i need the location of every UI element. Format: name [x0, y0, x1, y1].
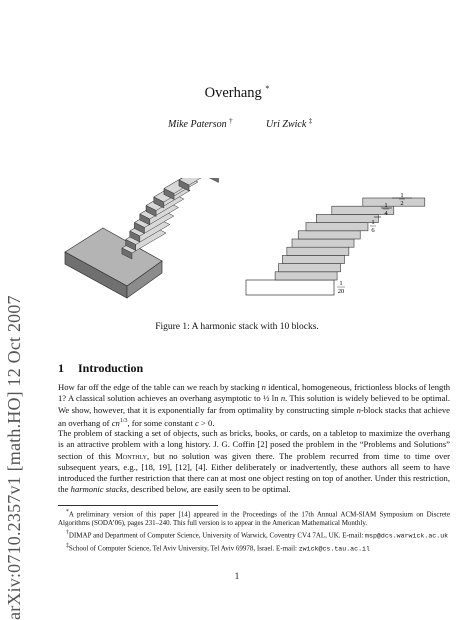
stack-block-8: [282, 255, 344, 263]
stack-3d-blocks: [122, 178, 253, 259]
paper-title: [0, 84, 474, 102]
p1-text-c: . This solution is widely believed to be optimal. We show, however, that it is exponentially far from optimality by constructing simple: [58, 393, 450, 415]
fraction-label-1-20: [337, 280, 345, 295]
p2-harmonic-stacks: harmonic stacks: [70, 484, 127, 495]
figure-caption: Figure 1: A harmonic stack with 10 blocks.: [155, 322, 319, 332]
p1-expr-cn: cn: [111, 417, 120, 428]
p1-var-c: c: [195, 417, 199, 428]
fraction-1-6-num: 1: [371, 219, 375, 226]
fraction-1-6-den: 6: [371, 227, 375, 234]
stack-block-4: [306, 223, 368, 231]
p2-text-a: The problem of stacking a set of objects, such as bricks, books, or cards, on a tabletop to maximize the overhang is an attractive problem with a long history. J. G. Coffin [2] posed the problem in the “Problems and Solutions” section of this: [58, 428, 450, 461]
paragraph-1: [58, 382, 450, 429]
page-number: 1: [234, 571, 240, 581]
p1-ln: ln: [269, 393, 281, 404]
table-2d: [246, 280, 334, 295]
author-2-mark: ‡: [308, 117, 313, 125]
footnote-rule: [58, 505, 218, 506]
footnote-3-text: School of Computer Science, Tel Aviv University, Tel Aviv 69978, Israel. E-mail:: [68, 544, 297, 553]
fraction-1-20-num: 1: [339, 280, 343, 287]
author-1-mark: †: [229, 117, 233, 125]
p2-text-b: , but no solution was given there. The problem recurred from time to time over subsequent years, e.g., [18, 19], [12], [4]. Either deliberately or inadvertently, these authors all seem to have introduced the further restriction that there can at most one object resting on top of another. Under this restriction, the: [58, 450, 450, 495]
stack-2d-blocks: [275, 198, 425, 280]
fraction-1-20-den: 20: [337, 288, 345, 295]
arxiv-identifier: arXiv:0710.2357v1 [math.HO] 12 Oct 2007: [4, 295, 24, 620]
stack-block-10: [275, 272, 337, 280]
p1-text-e: , for some constant: [127, 417, 196, 428]
title-text: Overhang: [204, 85, 262, 101]
footnote-3-mark: ‡: [66, 543, 69, 550]
p1-var-n: n: [261, 382, 266, 392]
footnote-1-text: A preliminary version of this paper [14] appeared in the Proceedings of the 17th Annual ACM-SIAM Symposium on Discrete Algorithms (SODA’06), pages 231–240. This full version is to appear in the American Mathematical Monthly.: [58, 510, 450, 528]
p2-monthly: Monthly: [115, 450, 147, 461]
stack-block-1: [363, 198, 425, 206]
footnotes: [58, 505, 450, 556]
fraction-1-2-den: 2: [400, 200, 404, 207]
author-2: [266, 117, 312, 130]
p1-var-n3: n: [356, 404, 361, 415]
stack-block-3: [316, 214, 378, 222]
footnote-2: [58, 529, 450, 541]
footnote-3-email: zwick@cs.tau.ac.il: [298, 545, 370, 553]
footnote-3: [58, 542, 450, 554]
p1-exponent: 1/3: [119, 417, 128, 424]
harmonic-stack-figure: [0, 178, 474, 308]
stack-block-6: [292, 239, 354, 247]
stack-2d-diagram: [246, 192, 425, 295]
footnote-1: [58, 508, 450, 528]
section-number: 1: [58, 361, 64, 375]
author-1: [168, 117, 233, 130]
section-heading: [58, 361, 143, 376]
footnote-2-email: msp@dcs.warwick.ac.uk: [365, 532, 449, 540]
stack-block-5: [298, 231, 360, 239]
title-footnote-mark: *: [265, 84, 270, 93]
stack-3d-illustration: [65, 178, 253, 298]
stack-block-9: [279, 264, 341, 272]
section-title: Introduction: [78, 361, 144, 375]
footnote-2-text: DIMAP and Department of Computer Science, University of Warwick, Coventry CV4 7AL, UK. E-mail:: [68, 531, 364, 540]
footnote-1-mark: *: [66, 509, 69, 515]
fraction-1-4-den: 4: [384, 210, 388, 217]
author-1-name: Mike Paterson: [168, 119, 227, 130]
footnote-2-mark: †: [66, 530, 69, 537]
stack-block-7: [287, 247, 349, 255]
p1-text-d: -block stacks that achieve an overhang of: [58, 404, 450, 428]
fraction-1-4-num: 1: [384, 202, 388, 209]
p1-var-n2: n: [280, 393, 286, 404]
p1-half: ½: [263, 393, 270, 404]
p1-text-b: identical, homogeneous, frictionless blocks of length 1? A classical solution achieves an overhang asymptotic to: [58, 382, 450, 404]
p2-text-c: , described below, are easily seen to be optimal.: [126, 484, 291, 495]
author-2-name: Uri Zwick: [266, 119, 307, 130]
fraction-1-2-num: 1: [400, 192, 404, 199]
p1-text-f: > 0.: [198, 417, 215, 428]
paragraph-2: [58, 428, 450, 496]
p1-text-a: How far off the edge of the table can we reach by stacking: [58, 382, 262, 392]
stack-3d-block-1-front: [209, 178, 219, 183]
